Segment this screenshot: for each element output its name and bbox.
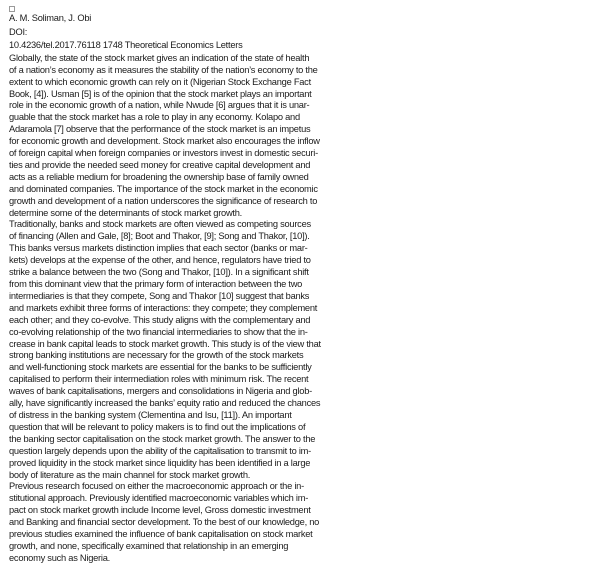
- text-line: economy such as Nigeria.: [9, 552, 110, 563]
- text-line: waves of bank capitalisations, mergers and consolidations in Nigeria and glob-: [9, 386, 312, 397]
- body-text: [9, 53, 600, 565]
- text-line: strike a balance between the two (Song and Thakor, [10]). In a significant shift: [9, 267, 309, 278]
- text-line: strong banking institutions are necessary for the growth of the stock markets: [9, 350, 304, 361]
- text-line: guable that the stock market has a role to play in any economy. Kolapo and: [9, 112, 300, 123]
- text-line: kets) develops at the expense of the other, and hence, regulators have tried to: [9, 255, 311, 266]
- text-line: proved liquidity in the stock market since liquidity has been identified in a large: [9, 457, 311, 468]
- text-line: intermediaries is that they compete, Song and Thakor [10] suggest that banks: [9, 290, 310, 301]
- text-line: each other; and they co-evolve. This study aligns with the complementary and: [9, 314, 311, 325]
- text-line: crease in bank capital leads to stock market growth. This study is of the view that: [9, 338, 321, 349]
- citation-line: 10.4236/tel.2017.76118 1748 Theoretical Economics Letters: [9, 40, 243, 51]
- text-line: This banks versus markets distinction implies that each sector (banks or mar-: [9, 243, 308, 254]
- text-line: determine some of the determinants of stock market growth.: [9, 207, 243, 218]
- text-line: and markets exhibit three forms of interactions: they compete; they complement: [9, 302, 318, 313]
- doi-label: DOI:: [9, 26, 28, 37]
- text-line: ties and provide the needed seed money for creative capital development and: [9, 159, 311, 170]
- text-line: Adaramola [7] observe that the performance of the stock market is an impetus: [9, 124, 311, 135]
- text-line: for economic growth and development. Stock market also encourages the inflow: [9, 136, 320, 147]
- text-line: acts as a reliable medium for broadening the ownership base of family owned: [9, 171, 309, 182]
- text-line: previous studies examined the influence of bank capitalisation on stock market: [9, 529, 313, 540]
- text-line: of distress in the banking system (Clementina and Isu, [11]). An important: [9, 409, 292, 420]
- text-line: of foreign capital when foreign companies or investors invest in domestic securi-: [9, 148, 318, 159]
- text-line: from this dominant view that the primary form of interaction between the two: [9, 279, 303, 289]
- text-line: capitalised to perform their intermediation roles with minimum risk. The recent: [9, 374, 309, 385]
- text-line: question largely depends upon the ability of the capitalisation to transmit to im-: [9, 445, 311, 456]
- text-line: ally, have significantly increased the banks’ equity ratio and reduced the chances: [9, 398, 321, 409]
- text-line: and Banking and financial sector development. To the best of our knowledge, no: [9, 517, 320, 528]
- paragraph-1: [9, 53, 600, 220]
- paragraph-2: [9, 219, 600, 481]
- text-line: role in the economic growth of a nation, while Nwude [6] argues that it is unar-: [9, 100, 310, 111]
- text-line: Previous research focused on either the macroeconomic approach or the in-: [9, 481, 304, 492]
- text-line: question that will be relevant to policy makers is to find out the implications of: [9, 421, 306, 432]
- text-line: Book, [4]). Usman [5] is of the opinion that the stock market plays an important: [9, 88, 312, 99]
- text-line: the banking sector capitalisation on the stock market growth. The answer to the: [9, 433, 316, 444]
- authors-line: A. M. Soliman, J. Obi: [9, 13, 92, 23]
- text-line: and dominated companies. The importance of the stock market in the economic: [9, 183, 318, 194]
- text-line: pact on stock market growth include Income level, Gross domestic investment: [9, 505, 311, 516]
- text-line: growth and development of a nation underscores the significance of research to: [9, 195, 318, 206]
- text-line: of financing (Allen and Gale, [8]; Boot and Thakor, [9]; Song and Thakor, [10]).: [9, 231, 310, 242]
- text-line: of a nation’s economy as it measures the stability of the nation’s economy to the: [9, 64, 318, 75]
- text-line: co-evolving relationship of the two financial intermediaries to show that the in-: [9, 326, 308, 337]
- paragraph-3: [9, 481, 600, 564]
- text-line: Traditionally, banks and stock markets are often viewed as competing sources: [9, 219, 311, 230]
- missing-glyph-line: [9, 4, 600, 12]
- text-line: extent to which economic growth can rely on it (Nigerian Stock Exchange Fact: [9, 76, 311, 87]
- text-line: Globally, the state of the stock market gives an indication of the state of health: [9, 52, 310, 63]
- text-line: body of literature as the main channel for stock market growth.: [9, 469, 251, 480]
- text-line: growth, and none, specifically examined that relationship in an emerging: [9, 540, 289, 551]
- text-line: stitutional approach. Previously identified macroeconomic variables which im-: [9, 493, 309, 504]
- text-line: and well-functioning stock markets are essential for the banks to be sufficiently: [9, 362, 312, 373]
